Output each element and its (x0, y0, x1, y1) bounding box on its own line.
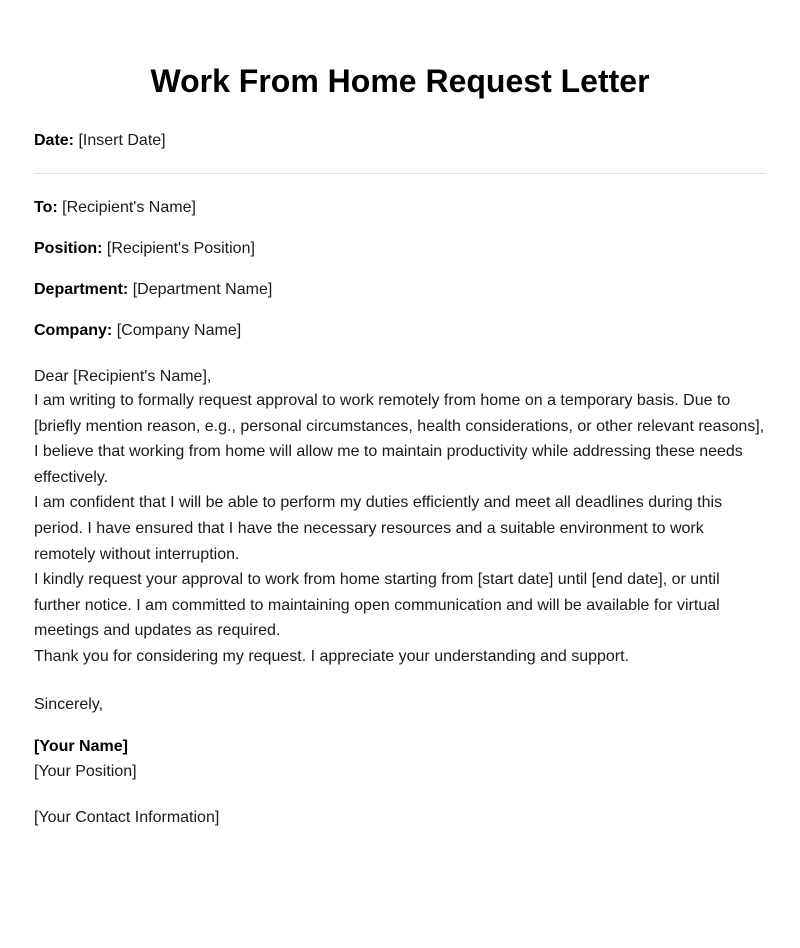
signature-name: [Your Name] (34, 737, 128, 755)
date-value: [Insert Date] (78, 132, 166, 149)
department-field (34, 279, 766, 301)
recipient-name-field (34, 197, 766, 219)
position-value: [Recipient's Position] (106, 240, 255, 257)
body-paragraph: I am confident that I will be able to perform my duties efficiently and meet all deadlines during this period. I have ensured that I have the necessary resources and a suitable environment to work remotely without interruption. (34, 494, 723, 563)
signature-position: [Your Position] (34, 762, 137, 780)
body-paragraph: I am writing to formally request approval to work remotely from home on a temporary basis. Due to [briefly mention reason, e.g., personal circumstances, health considerations, or other relevant reasons], I believe that working from home will allow me to maintain productivity while addressing these needs effectively. (34, 392, 765, 486)
to-value: [Recipient's Name] (62, 199, 196, 216)
signature-contact: [Your Contact Information] (34, 808, 220, 826)
position-label: Position: (34, 240, 103, 257)
closing: Sincerely, (34, 695, 104, 713)
date-field (34, 130, 766, 152)
body-paragraph: I kindly request your approval to work from home starting from [start date] until [end date], or until further notice. I am committed to maintaining open communication and will be available for virtual meetings and updates as required. (34, 571, 720, 640)
company-field (34, 320, 766, 342)
body-paragraph: Thank you for considering my request. I appreciate your understanding and support. (34, 647, 630, 665)
department-value: [Department Name] (132, 281, 273, 298)
page-title: Work From Home Request Letter (150, 63, 650, 99)
department-label: Department: (34, 281, 129, 298)
salutation: Dear [Recipient's Name], (34, 368, 212, 385)
divider (34, 173, 766, 174)
company-label: Company: (34, 322, 113, 339)
to-label: To: (34, 199, 58, 216)
recipient-position-field (34, 238, 766, 260)
date-label: Date: (34, 132, 75, 149)
company-value: [Company Name] (116, 322, 242, 339)
